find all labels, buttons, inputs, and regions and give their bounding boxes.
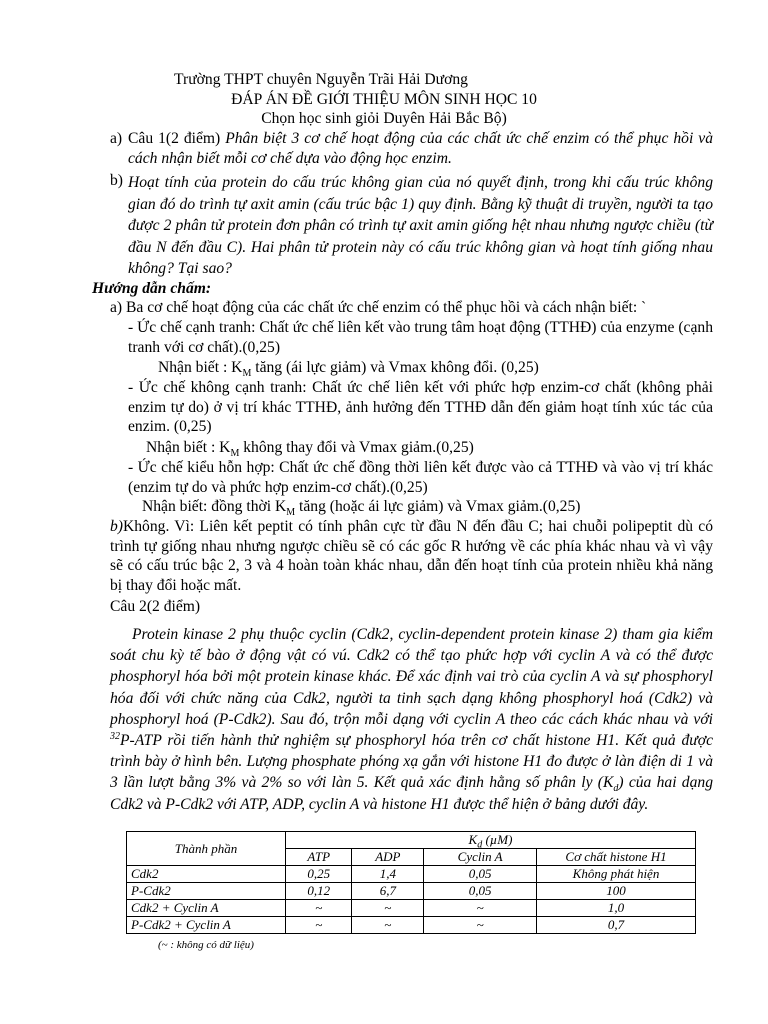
table-cell: ~ xyxy=(286,900,352,917)
q1-a-marker: a) xyxy=(110,130,123,147)
row-label: P-Cdk2 xyxy=(127,883,286,900)
table-cell: 0,25 xyxy=(286,866,352,883)
table-cell: ~ xyxy=(352,900,424,917)
document-subtitle: Chọn học sinh giỏi Duyên Hải Bắc Bộ) xyxy=(261,110,507,127)
competitive-inhibition: - Ức chế cạnh tranh: Chất ức chế liên kết vào trung tâm hoạt động (TTHĐ) của enzyme (cạnh tranh với cơ chất).(0,25) xyxy=(128,319,713,356)
table-corner-header: Thành phần xyxy=(127,832,286,866)
table-cell: 1,4 xyxy=(352,866,424,883)
table-cell: 6,7 xyxy=(352,883,424,900)
table-group-header: $K_d$ (µM) xyxy=(286,832,696,849)
table-row xyxy=(127,866,696,883)
table-cell: Không phát hiện xyxy=(537,866,696,883)
guide-heading: Hướng dẫn chấm: xyxy=(92,280,212,297)
competitive-identification: Nhận biết : $K_M$ tăng (ái lực giảm) và Vmax không đổi. (0,25) xyxy=(158,359,539,380)
table-cell: 0,7 xyxy=(537,917,696,934)
kd-table xyxy=(126,831,696,934)
q1-a-lead: Câu 1(2 điểm) xyxy=(128,130,226,147)
guide-b-answer: b)Không. Vì: Liên kết peptit có tính phân cực từ đầu N đến đầu C; hai chuỗi polipeptit dù có trình tự giống nhau nhưng ngược chiều sẽ có các gốc R hướng về các phía khác nhau và vì vậy sẽ có cấu trúc bậc 2, 3 và 4 hoàn toàn khác nhau, dẫn đến hoạt tính của protein nhiều khả năng bị thay đổi hoặc mất. xyxy=(110,518,713,594)
q2-paragraph: Protein kinase 2 phụ thuộc cyclin (Cdk2, cyclin-dependent protein kinase 2) tham gia kiểm soát chu kỳ tế bào ở động vật có vú. Cdk2 có thể tạo phức hợp với cyclin A và có thể được phosphoryl hóa bởi một protein kinase khác. Để xác định vai trò của cyclin A và sự phosphoryl hóa đối với chức năng của Cdk2, người ta tinh sạch dạng không phosphoryl hoá (Cdk2) và phosphoryl hoá (P-Cdk2). Sau đó, trộn mỗi dạng với cyclin A theo các cách khác nhau và với $^{32}$P-ATP rồi tiến hành thử nghiệm sự phosphoryl hóa trên cơ chất histone H1. Kết quả được trình bày ở hình bên. Lượng phosphate phóng xạ gắn với histone H1 đo được ở làn điện di 1 và 3 lần lượt bằng 3% và 2% so với làn 5. Kết quả xác định hằng số phân ly $(K_d)$ của hai dạng Cdk2 và P-Cdk2 với ATP, ADP, cyclin A và histone H1 được thể hiện ở bảng dưới đây. xyxy=(110,626,713,813)
column-header: ATP xyxy=(286,849,352,866)
noncompetitive-inhibition: - Ức chế không cạnh tranh: Chất ức chế liên kết với phức hợp enzim-cơ chất (không phải enzim tự do) ở vị trí khác TTHĐ, ảnh hưởng đến TTHĐ dẫn đến giảm hoạt tính xúc tác của enzim. (0,25) xyxy=(128,379,713,435)
table-cell: 0,12 xyxy=(286,883,352,900)
table-cell: ~ xyxy=(424,900,537,917)
column-header: Cơ chất histone H1 xyxy=(537,849,696,866)
table-cell: 0,05 xyxy=(424,883,537,900)
table-row xyxy=(127,883,696,900)
q2-title: Câu 2(2 điểm) xyxy=(110,598,201,615)
table-cell: ~ xyxy=(352,917,424,934)
q1-b-paragraph: Hoạt tính của protein do cấu trúc không gian của nó quyết định, trong khi cấu trúc không gian đó do trình tự axit amin (cấu trúc bậc 1) quy định. Bằng kỹ thuật di truyền, người ta tạo được 2 phân tử protein đơn phân có trình tự axit amin giống hệt nhau nhưng ngược chiều (từ đầu N đến đầu C). Hai phân tử protein này có cấu trúc không gian và hoạt tính giống nhau không? Tại sao? xyxy=(128,174,713,277)
row-label: Cdk2 xyxy=(127,866,286,883)
table-row xyxy=(127,900,696,917)
noncompetitive-identification: Nhận biết : $K_M$ không thay đổi và Vmax giảm.(0,25) xyxy=(146,439,474,460)
guide-a-intro: a) Ba cơ chế hoạt động của các chất ức chế enzim có thể phục hồi và cách nhận biết: ` xyxy=(110,299,647,316)
table-row xyxy=(127,917,696,934)
table-cell: 100 xyxy=(537,883,696,900)
table-note: (~ : không có dữ liệu) xyxy=(158,939,254,951)
q1-a-paragraph xyxy=(128,129,713,168)
mixed-inhibition: - Ức chế kiểu hỗn hợp: Chất ức chế đồng thời liên kết được vào cả TTHĐ và vào vị trí khác (enzim tự do và phức hợp enzim-cơ chất).(0,25) xyxy=(128,459,713,496)
table-cell: ~ xyxy=(424,917,537,934)
table-cell: ~ xyxy=(286,917,352,934)
table-cell: 1,0 xyxy=(537,900,696,917)
table-cell: 0,05 xyxy=(424,866,537,883)
school-name: Trường THPT chuyên Nguyễn Trãi Hải Dương xyxy=(174,71,468,88)
document-title: ĐÁP ÁN ĐỀ GIỚI THIỆU MÔN SINH HỌC 10 xyxy=(231,91,537,108)
mixed-identification: Nhận biết: đồng thời $K_M$ tăng (hoặc ái lực giảm) và Vmax giảm.(0,25) xyxy=(142,498,581,519)
row-label: P-Cdk2 + Cyclin A xyxy=(127,917,286,934)
q1-a-text: Phân biệt 3 cơ chế hoạt động của các chất ức chế enzim có thể phục hồi và cách nhận biết mỗi cơ chế dựa vào động học enzim. xyxy=(128,130,713,167)
column-header: Cyclin A xyxy=(424,849,537,866)
q1-b-marker: b) xyxy=(110,172,123,189)
column-header: ADP xyxy=(352,849,424,866)
row-label: Cdk2 + Cyclin A xyxy=(127,900,286,917)
